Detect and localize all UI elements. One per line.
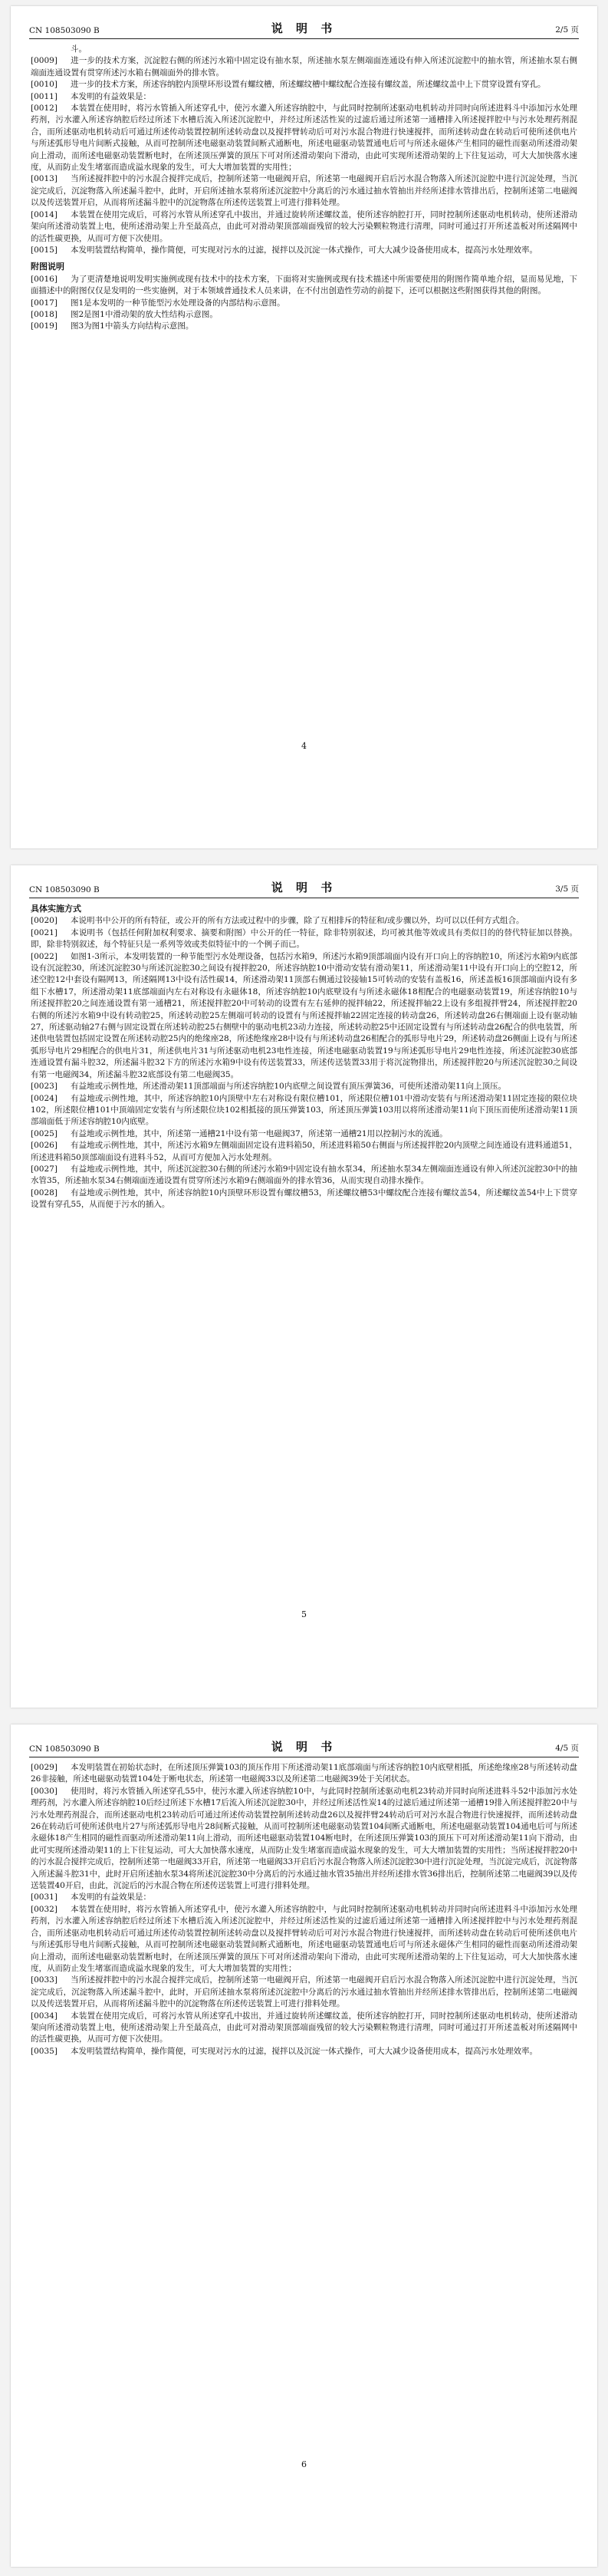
- paragraph-text: 本发明装置结构简单，操作简便，可实现对污水的过滤，搅拌以及沉淀一体式操作，可大大减少设备使用成本，提高污水处理效率。: [71, 245, 537, 255]
- paragraph: [31, 2046, 577, 2057]
- paragraph-number: [0019]: [31, 321, 58, 331]
- paragraph: [31, 951, 577, 1081]
- patent-page-2: [11, 6, 597, 848]
- paragraph: [31, 915, 577, 927]
- paragraph-number: [0012]: [31, 104, 58, 114]
- paragraph-text: 本装置在使用时，将污水管插入所述穿孔中，使污水灌入所述容纳腔中，与此同时控制所述驱动电机转动并同时向所述进料斗中添加污水处理药剂，污水灌入所述容纳腔后经过所述下水槽后流入所述沉淀腔中，并经过所述活性炭的过滤后通过所述第一通槽排入所述搅拌腔中与污水处理药剂混合，而所述驱动电机转动后可通过所述传动装置控制所述转动盘以及搅拌臂转动后可对污水混合物进行快速搅拌，而所述转动盘在转动后可使所述供电片与所述弧形导电片间断式接触，从而可控制所述电磁驱动装置间断式通断电，所述电磁驱动装置通电后可与所述永磁体产生相同的磁性而驱动所述滑动架向上滑动，而所述电磁驱动装置断电时，在所述顶压弹簧的顶压下可对所述滑动架向下滑动，由此可实现所述滑动架的上下往复运动，可大大加快落水速度，从而防止发生堵塞而造成溢水现象的发生，可大大增加装置的实用性；: [31, 1904, 577, 1973]
- paragraph-text: 当所述搅拌腔中的污水混合搅拌完成后，控制所述第一电磁阀开启，所述第一电磁阀开启后污水混合物落入所述沉淀腔中进行沉淀处理，当沉淀完成后，沉淀物落入所述漏斗腔中，此时，开启所述抽水泵将所述沉淀腔中分离后的污水通过抽水管抽出并经所述排水管排出后，控制所述第二电磁阀以及传送装置开启，从而将所述漏斗腔中的沉淀物落在所述传送装置上可进行排料处理。: [31, 1975, 577, 2009]
- paragraph-number: [0025]: [31, 1128, 58, 1138]
- paragraph-number: [0021]: [31, 927, 58, 937]
- paragraph: [31, 1164, 577, 1188]
- patent-page-3: [11, 865, 597, 1708]
- paragraph-text: 本发明装置在初始状态时，在所述顶压弹簧103的顶压作用下所述滑动架11底部端面与所述容纳腔10内底壁相抵，所述绝缘座28与所述转动盘26非接触，所述电磁驱动装置104处于断电状态，所述第一电磁阀33以及所述第二电磁阀39处于关闭状态。: [31, 1763, 577, 1784]
- paragraph: [31, 298, 577, 309]
- paragraph-number: [0020]: [31, 916, 58, 926]
- paragraph-number: [0016]: [31, 274, 58, 284]
- paragraph-number: [0013]: [31, 174, 58, 184]
- paragraph-text: 斗。: [71, 44, 87, 54]
- paragraph-text: 图3为图1中箭头方向结构示意图。: [71, 321, 194, 331]
- page-header: [29, 18, 579, 39]
- paragraph-text: 进一步的技术方案，所述容纳腔内顶壁环形设置有螺纹槽，所述螺纹槽中螺纹配合连接有螺纹盖，所述螺纹盖中上下贯穿设置有穿孔。: [71, 80, 546, 90]
- paragraph-text: 本装置在使用完成后，可将污水管从所述穿孔中拔出，并通过旋转所述螺纹盖，使所述容纳腔打开，同时控制所述驱动电机转动，使所述滑动架向所述滑动装置上电，使所述滑动架上升至最高点，由此可对滑动架顶部端面残留的较大污染颗粒物进行清理，同时可通过打开所述盖板对所述隔网中的活性碳更换，从而可方便下次使用。: [31, 2011, 577, 2044]
- paragraph-number: [0009]: [31, 56, 58, 66]
- paragraph-text: 有益地或示例性地，其中，所述第一通槽21中设有第一电磁阀37，所述第一通槽21用以控制污水的流通。: [71, 1128, 448, 1138]
- paragraph-number: [0017]: [31, 298, 58, 308]
- paragraph-text: 本发明的有益效果是：: [71, 1892, 151, 1902]
- page-header: [29, 878, 579, 898]
- paragraph: [31, 79, 577, 91]
- publication-number: CN 108503090 B: [29, 885, 100, 894]
- patent-page-4: [11, 1724, 597, 2567]
- section-heading: 具体实施方式: [31, 904, 81, 914]
- paragraph-number: [0030]: [31, 1786, 58, 1796]
- paragraph-number: [0029]: [31, 1763, 58, 1772]
- paragraph-text: 图1是本发明的一种节能型污水处理设备的内部结构示意图。: [71, 298, 285, 308]
- page-label: 3/5 页: [555, 884, 579, 894]
- paragraph-text: 有益地或示例性地，所述滑动架11顶部端面与所述容纳腔10内底壁之间设置有顶压弹簧36，可使所述滑动架11向上顶压。: [71, 1082, 506, 1092]
- paragraph-number: [0014]: [31, 209, 58, 219]
- page-body: [31, 1762, 577, 2057]
- paragraph-number: [0010]: [31, 80, 58, 90]
- paragraph: [31, 1892, 577, 1903]
- paragraph-text: 图2是图1中滑动架的放大性结构示意图。: [71, 309, 218, 319]
- paragraph-number: [0033]: [31, 1975, 58, 1985]
- paragraph-number: [0023]: [31, 1082, 58, 1092]
- paragraph-text: 使用时，将污水管插入所述穿孔55中，使污水灌入所述容纳腔10中，与此同时控制所述驱动电机23转动并同时向所述进料斗52中添加污水处理药剂，污水灌入所述容纳腔10后经过所述下水槽17后流入所述沉淀腔30中，并经过所述活性炭14的过滤后通过所述第一通槽19排入所述搅拌腔20中与污水处理药剂混合，而所述驱动电机23转动后可通过所述传动装置控制所述转动盘26以及搅拌臂24转动后可对污水混合物进行快速搅拌，而所述转动盘26在转动后可使所述供电片27与所述弧形导电片28间断式接触，从而可控制所述电磁驱动装置104间断式通断电，所述电磁驱动装置104通电后可与所述永磁体18产生相同的磁性而驱动所述滑动架11向上滑动，而所述电磁驱动装置104断电时，在所述顶压弹簧103的顶压下可对所述滑动架11向下滑动，由此可实现所述滑动架11的上下往复运动，可大大加快落水速度，从而防止发生堵塞而造成溢水现象的发生，可大大增加装置的实用性；当所述搅拌腔20中的污水混合搅拌完成后，控制所述第一电磁阀33开启，所述第一电磁阀33开启后污水混合物落入所述沉淀腔30中进行沉淀处理，当沉淀完成后，沉淀物落入所述漏斗腔31中，此时开启所述抽水泵34将所述沉淀腔30中分离后的污水通过抽水管35抽出并经所述排水管36排出后，控制所述第二电磁阀39以及传送装置40开启，由此，沉淀后的污水混合物在所述传送装置上可进行排料处理。: [31, 1786, 577, 1891]
- paragraph: [31, 1188, 577, 1211]
- page-number: 6: [301, 2459, 307, 2469]
- paragraph: [31, 1093, 577, 1128]
- paragraph-number: [0018]: [31, 309, 58, 319]
- publication-number: CN 108503090 B: [29, 1744, 100, 1754]
- paragraph: [31, 1081, 577, 1092]
- paragraph: [31, 1786, 577, 1892]
- paragraph: [31, 55, 577, 79]
- page-header: [29, 1737, 579, 1757]
- paragraph: [31, 1140, 577, 1164]
- paragraph: [31, 927, 577, 951]
- paragraph-number: [0022]: [31, 951, 58, 961]
- paragraph-text: 有益地或示例性地，其中，所述容纳腔10内顶壁环形设置有螺纹槽53，所述螺纹槽53中螺纹配合连接有螺纹盖54，所述螺纹盖54中上下贯穿设置有穿孔55，从而便于污水的插入。: [31, 1188, 577, 1210]
- paragraph-number: [0027]: [31, 1164, 58, 1174]
- paragraph: [31, 1975, 577, 2010]
- paragraph-text: 有益地或示例性地，其中，所述容纳腔10内顶壁中左右对称设有限位槽101，所述限位槽101中滑动安装有与所述滑动架11固定连接的限位块102，所述限位槽101中顶端固定安装有与所述限位块102相抵接的顶压弹簧103，所述顶压弹簧103用以将所述滑动架11向下顶压而使所述滑动架11顶部端面低于所述容纳腔10内底壁。: [31, 1093, 577, 1127]
- paragraph-number: [0031]: [31, 1892, 58, 1902]
- page-body: [31, 903, 577, 1211]
- paragraph-number: [0028]: [31, 1188, 58, 1197]
- page-body: [31, 44, 577, 333]
- paragraph: [31, 1904, 577, 1975]
- paragraph-number: [0015]: [31, 245, 58, 255]
- paragraph-text: 本发明的有益效果是：: [71, 91, 151, 101]
- page-number: 4: [301, 741, 307, 751]
- paragraph-text: 进一步的技术方案，沉淀腔右侧的所述污水箱中固定设有抽水泵，所述抽水泵左侧端面连通设有伸入所述沉淀腔中的抽水管，所述抽水泵右侧端面连通设置有贯穿所述污水箱右侧端面外的排水管。: [31, 56, 577, 77]
- page-label: 2/5 页: [555, 25, 579, 35]
- paragraph: [31, 245, 577, 256]
- paragraph-number: [0011]: [31, 91, 58, 101]
- publication-number: CN 108503090 B: [29, 26, 100, 35]
- section-heading: 附图说明: [31, 262, 64, 272]
- paragraph-text: 如图1-3所示，本发明装置的一种节能型污水处理设备，包括污水箱9，所述污水箱9顶部端面内设有开口向上的容纳腔10，所述污水箱9内底部设有沉淀腔30，所述沉淀腔30与所述沉淀腔30之间设有搅拌腔20，所述容纳腔10中滑动安装有滑动架11，所述滑动架11中设有开口向上的空腔12，所述空腔12中套设有隔网13，所述隔网13中设有活性碳14，所述滑动架11顶部右侧通过铰接轴15可转动的安装有盖板16，所述盖板16顶部端面内设有多组下水槽17，所述滑动架11底部端面内左右对称设有永磁体18，所述容纳腔10内底壁设有与所述永磁体18相配合的电磁驱动装置19，所述容纳腔10与所述搅拌腔20之间连通设置有第一通槽21，所述搅拌腔20中可转动的设置有左右延伸的搅拌轴22，所述搅拌轴22上设有多组搅拌臂24，所述搅拌腔20右侧的所述污水箱9中设有转动腔25，所述转动腔25左侧端可转动的设置有与所述搅拌轴22固定连接的转动盘26，所述转动盘26右侧端面上设有驱动轴27，所述驱动轴27右侧与固定设置在所述转动腔25右侧壁中的驱动电机23动力连接，所述转动腔25中还固定设置有与所述转动盘26配合的供电装置，所述供电装置包括固定设置在所述转动腔25内的绝缘座28，所述绝缘座28中设有与所述转动盘26相配合的弧形导电片29，所述转动盘26侧面上设有与所述弧形导电片29相配合的供电片31，所述供电片31与所述驱动电机23电性连接，所述电磁驱动装置19与所述弧形导电片29电性连接，所述沉淀腔30底部连通设置有漏斗腔32，所述漏斗腔32下方的所述污水箱9中设有传送装置33，所述传送装置33用于将沉淀物排出，所述搅拌腔20与所述沉淀腔30之间设有第一电磁阀34，所述漏斗腔32底部设有第二电磁阀35。: [31, 951, 577, 1079]
- paragraph: [31, 91, 577, 103]
- paragraph-number: [0035]: [31, 2046, 58, 2056]
- paragraph-number: [0032]: [31, 1904, 58, 1914]
- paragraph: [31, 44, 577, 55]
- paragraph-text: 本说明书（包括任何附加权利要求、摘要和附图）中公开的任一特征，除非特别叙述，均可被其他等效或具有类似目的的替代特征加以替换。即，除非特别叙述，每个特征只是一系列等效或类似特征中的一个例子而已。: [31, 927, 577, 950]
- paragraph-text: 本说明书中公开的所有特征，或公开的所有方法或过程中的步骤，除了互相排斥的特征和/或步骤以外，均可以以任何方式组合。: [71, 916, 524, 926]
- paragraph-text: 当所述搅拌腔中的污水混合搅拌完成后，控制所述第一电磁阀开启，所述第一电磁阀开启后污水混合物落入所述沉淀腔中进行沉淀处理，当沉淀完成后，沉淀物落入所述漏斗腔中，此时，开启所述抽水泵将所述沉淀腔中分离后的污水通过抽水管抽出并经所述排水管排出后，控制所述第二电磁阀以及传送装置开启，从而将所述漏斗腔中的沉淀物落在所述传送装置上可进行排料处理。: [31, 174, 577, 208]
- paragraph: [31, 1128, 577, 1140]
- paragraph-number: [0026]: [31, 1141, 58, 1151]
- paragraph-number: [0034]: [31, 2011, 58, 2021]
- paragraph-text: 为了更清楚地说明发明实施例或现有技术中的技术方案，下面将对实施例或现有技术描述中所需要使用的附图作简单地介绍，显而易见地，下面描述中的附图仅仅是发明的一些实施例，对于本领域普通技术人员来讲，在不付出创造性劳动的前提下，还可以根据这些附图获得其他的附图。: [31, 274, 577, 296]
- page-number: 5: [301, 1609, 307, 1619]
- page-label: 4/5 页: [555, 1744, 579, 1753]
- page-title: 说 明 书: [271, 21, 337, 35]
- paragraph: [31, 309, 577, 321]
- paragraph-text: 本装置在使用时，将污水管插入所述穿孔中，使污水灌入所述容纳腔中，与此同时控制所述驱动电机转动并同时向所述进料斗中添加污水处理药剂，污水灌入所述容纳腔后经过所述下水槽后流入所述沉淀腔中，并经过所述活性炭的过滤后通过所述第一通槽排入所述搅拌腔中与污水处理药剂混合，而所述驱动电机转动后可通过所述传动装置控制所述转动盘以及搅拌臂转动后可对污水混合物进行快速搅拌，而所述转动盘在转动后可使所述供电片与所述弧形导电片间断式接触，从而可控制所述电磁驱动装置间断式通断电，所述电磁驱动装置通电后可与所述永磁体产生相同的磁性而驱动所述滑动架向上滑动，而所述电磁驱动装置断电时，在所述顶压弹簧的顶压下可对所述滑动架向下滑动，由此可实现所述滑动架的上下往复运动，可大大加快落水速度，从而防止发生堵塞而造成溢水现象的发生，可大大增加装置的实用性；: [31, 104, 577, 173]
- paragraph-number: [0024]: [31, 1093, 58, 1103]
- paragraph: [31, 2011, 577, 2046]
- paragraph: [31, 209, 577, 245]
- paragraph: [31, 103, 577, 173]
- paragraph: [31, 173, 577, 209]
- paragraph-text: 有益地或示例性地，其中，所述污水箱9左侧端面固定设有进料箱50，所述进料箱50右侧面与所述搅拌腔20内顶壁之间连通设有进料通道51，所述进料箱50顶部端面设有进料斗52，从而可方便加入污水处理剂。: [31, 1141, 577, 1162]
- paragraph-text: 本装置在使用完成后，可将污水管从所述穿孔中拔出，并通过旋转所述螺纹盖，使所述容纳腔打开，同时控制所述驱动电机转动，使所述滑动架向所述滑动装置上电，使所述滑动架上升至最高点，由此可对滑动架顶部端面残留的较大污染颗粒物进行清理，同时可通过打开所述盖板对所述隔网中的活性碳更换，从而可方便下次使用。: [31, 209, 577, 243]
- page-title: 说 明 书: [271, 881, 337, 894]
- paragraph: [31, 321, 577, 332]
- paragraph-text: 有益地或示例性地，其中，所述沉淀腔30右侧的所述污水箱9中固定设有抽水泵34，所述抽水泵34左侧端面连通设有伸入所述沉淀腔30中的抽水管35，所述抽水泵34右侧端面连通设置有贯穿所述污水箱9右侧端面外的排水管36，从而实现自动排水操作。: [31, 1164, 577, 1186]
- paragraph: [31, 1762, 577, 1786]
- paragraph-text: 本发明装置结构简单，操作简便，可实现对污水的过滤，搅拌以及沉淀一体式操作，可大大减少设备使用成本，提高污水处理效率。: [71, 2046, 537, 2056]
- page-title: 说 明 书: [271, 1740, 337, 1754]
- paragraph: [31, 274, 577, 298]
